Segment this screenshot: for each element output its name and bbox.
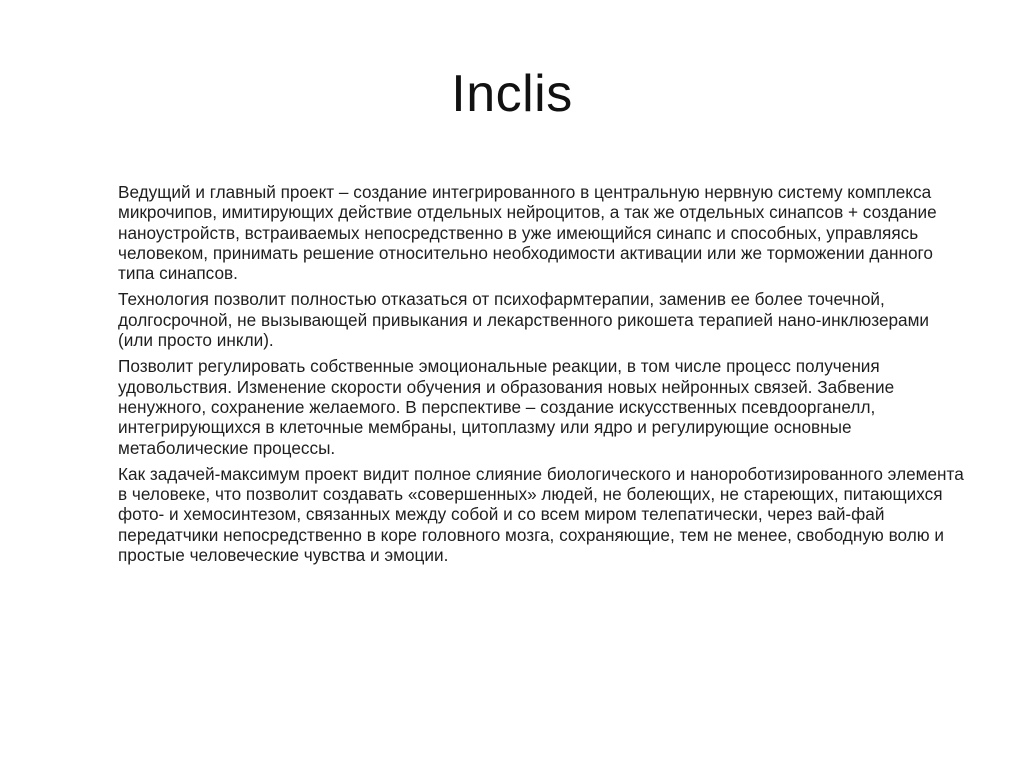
paragraph-project: Ведущий и главный проект – создание интегрированного в центральную нервную систему комплекса микрочипов, имитирующих действие отдельных нейроцитов, а так же отдельных синапсов + создание наноустройств, встраиваемых непосредственно в уже имеющийся синапс и способных, управляясь человеком, принимать решение относительно необходимости активации или же торможении данного типа синапсов. bbox=[118, 182, 937, 284]
paragraph-technology: Технология позволит полностью отказаться от психофармтерапии, заменив ее более точечной, долгосрочной, не вызывающей привыкания и лекарственного рикошета терапией нано-инклюзерами (или просто инкли). bbox=[118, 289, 930, 351]
paragraph-regulation: Позволит регулировать собственные эмоциональные реакции, в том числе процесс получения удовольствия. Изменение скорости обучения и образования новых нейронных связей. Забвение ненужного, сохранение желаемого. В перспективе – создание искусственных псевдоорганелл, интегрирующихся в клеточные мембраны, цитоплазму или ядро и регулирующие основные метаболические процессы. bbox=[118, 356, 895, 458]
slide-body bbox=[118, 182, 968, 571]
slide-title: Inclis bbox=[451, 65, 573, 123]
paragraph-maximum-goal: Как задачей-максимум проект видит полное слияние биологического и нанороботизированного элемента в человеке, что позволит создавать «совершенных» людей, не болеющих, не стареющих, питающихся фото- и хемосинтезом, связанных между собой и со всем миром телепатически, через вай-фай передатчики непосредственно в коре головного мозга, сохраняющие, тем не менее, свободную волю и простые человеческие чувства и эмоции. bbox=[118, 463, 964, 566]
